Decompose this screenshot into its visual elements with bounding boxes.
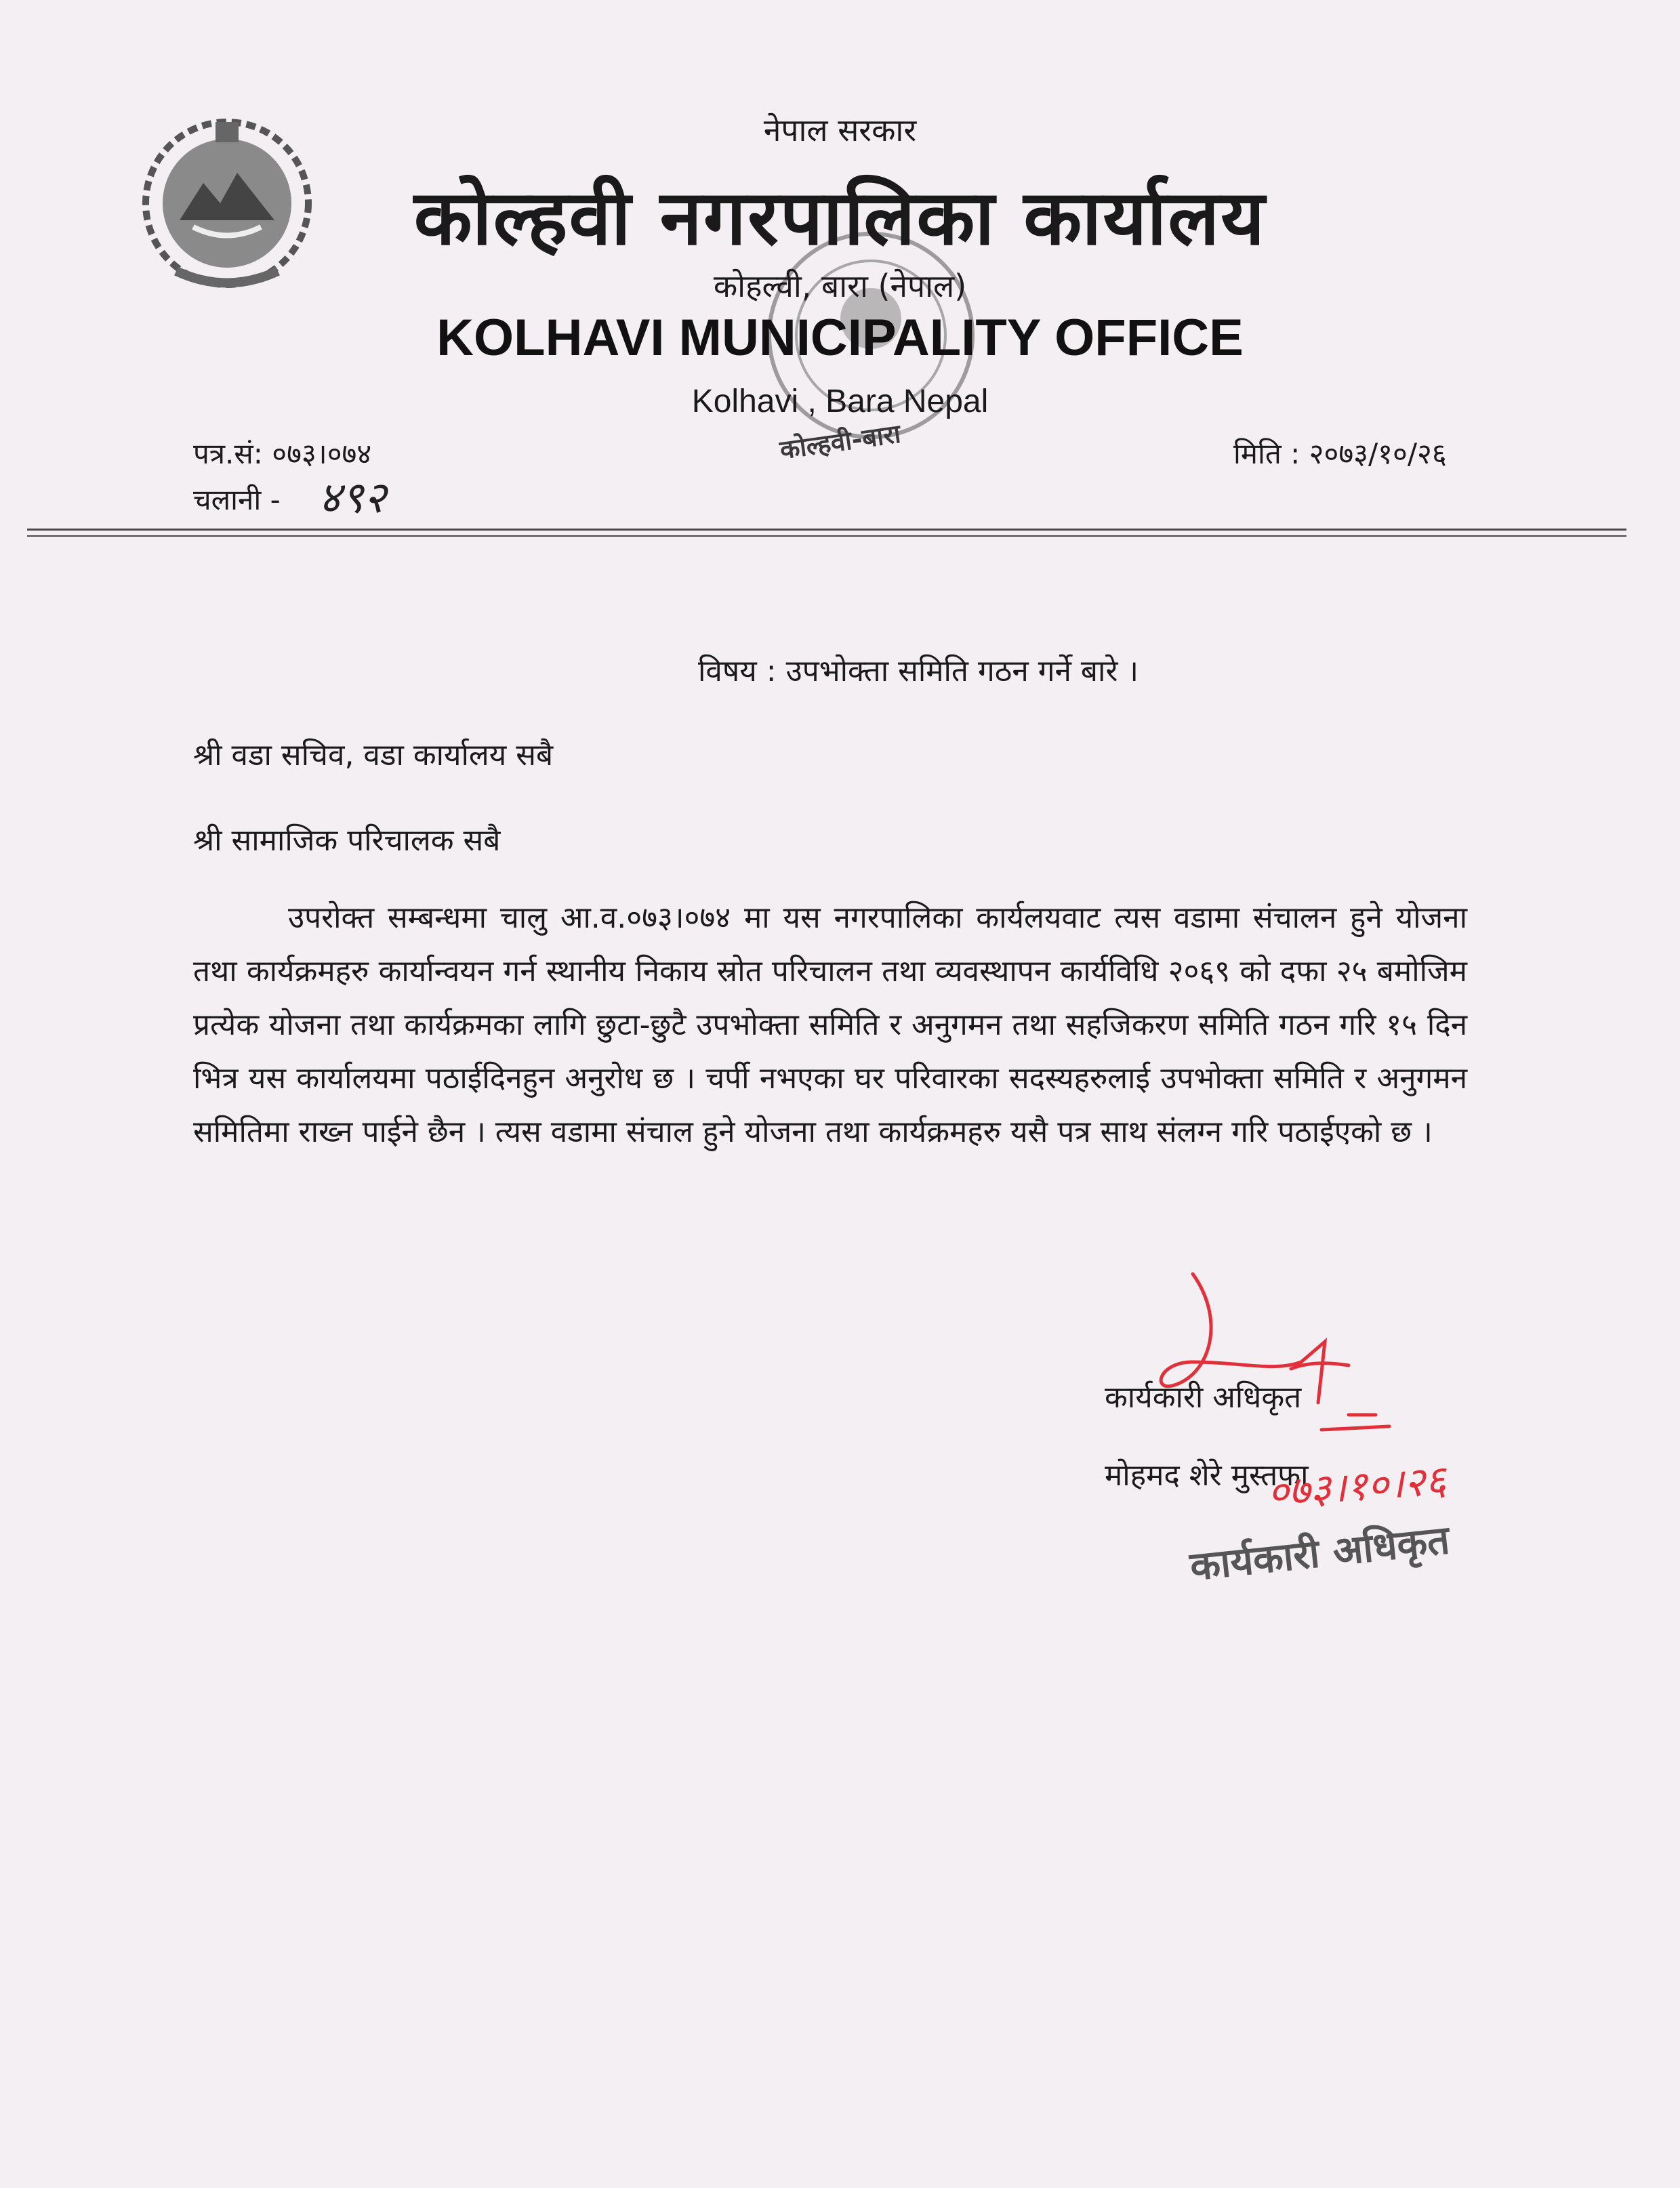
header-divider [27,529,1626,531]
header-divider-secondary [27,535,1626,537]
office-address-nepali: कोहल्वी, बारा (नेपाल) [713,268,967,304]
letter-body: उपरोक्त सम्बन्धमा चालु आ.व.०७३।०७४ मा यस नगरपालिका कार्यलयवाट त्यस वडामा संचालन हुने योजना तथा कार्यक्रमहरु कार्यान्वयन गर्न स्थानीय निकाय स्रोत परिचालन तथा व्यवस्थापन कार्यविधि २०६९ को दफा २५ बमोजिम प्रत्येक योजना तथा कार्यक्रमका लागि छुटा-छुटै उपभोक्ता समिति र अनुगमन तथा सहजिकरण समिति गठन गरि १५ दिन भित्र यस कार्यालयमा पठाईदिनहुन अनुरोध छ । चर्पी नभएका घर परिवारका सदस्यहरुलाई उपभोक्ता समिति र अनुगमन समितिमा राख्न पाईने छैन । त्यस वडामा संचाल हुने योजना तथा कार्यक्रमहरु यसै पत्र साथ संलग्न गरि पठाईएको छ । [193,901,1467,1149]
seal-text: कोल्हवी-बारा [777,418,903,466]
dispatch-number: ४९२ [319,473,386,523]
office-address-english: Kolhavi , Bara Nepal [691,384,989,419]
addressee-ward-secretary: श्री वडा सचिव, वडा कार्यालय सबै [193,738,554,772]
dispatch-label: चलानी - [193,483,281,516]
designation-stamp: कार्यकारी अधिकृत [1187,1516,1452,1590]
addressee-social-mobilizer: श्री सामाजिक परिचालक सबै [193,823,501,858]
government-label: नेपाल सरकार [763,112,917,148]
office-name-nepali: कोल्हवी नगरपालिका कार्यालय [413,174,1267,262]
letter-date: मिति : २०७३/१०/२६ [1233,437,1447,470]
signatory-title: कार्यकारी अधिकृत [1105,1380,1302,1415]
signatory-name: मोहमद शेरे मुस्तफा [1105,1458,1309,1493]
letter-subject: विषय : उपभोक्ता समिति गठन गर्ने बारे । [698,654,1139,688]
handwritten-date: ०७३।१०।२६ [1266,1456,1448,1517]
office-name-english: KOLHAVI MUNICIPALITY OFFICE [436,309,1244,367]
reference-number: पत्र.सं: ०७३।०७४ [193,437,372,470]
handwritten-signature [1145,1260,1457,1450]
